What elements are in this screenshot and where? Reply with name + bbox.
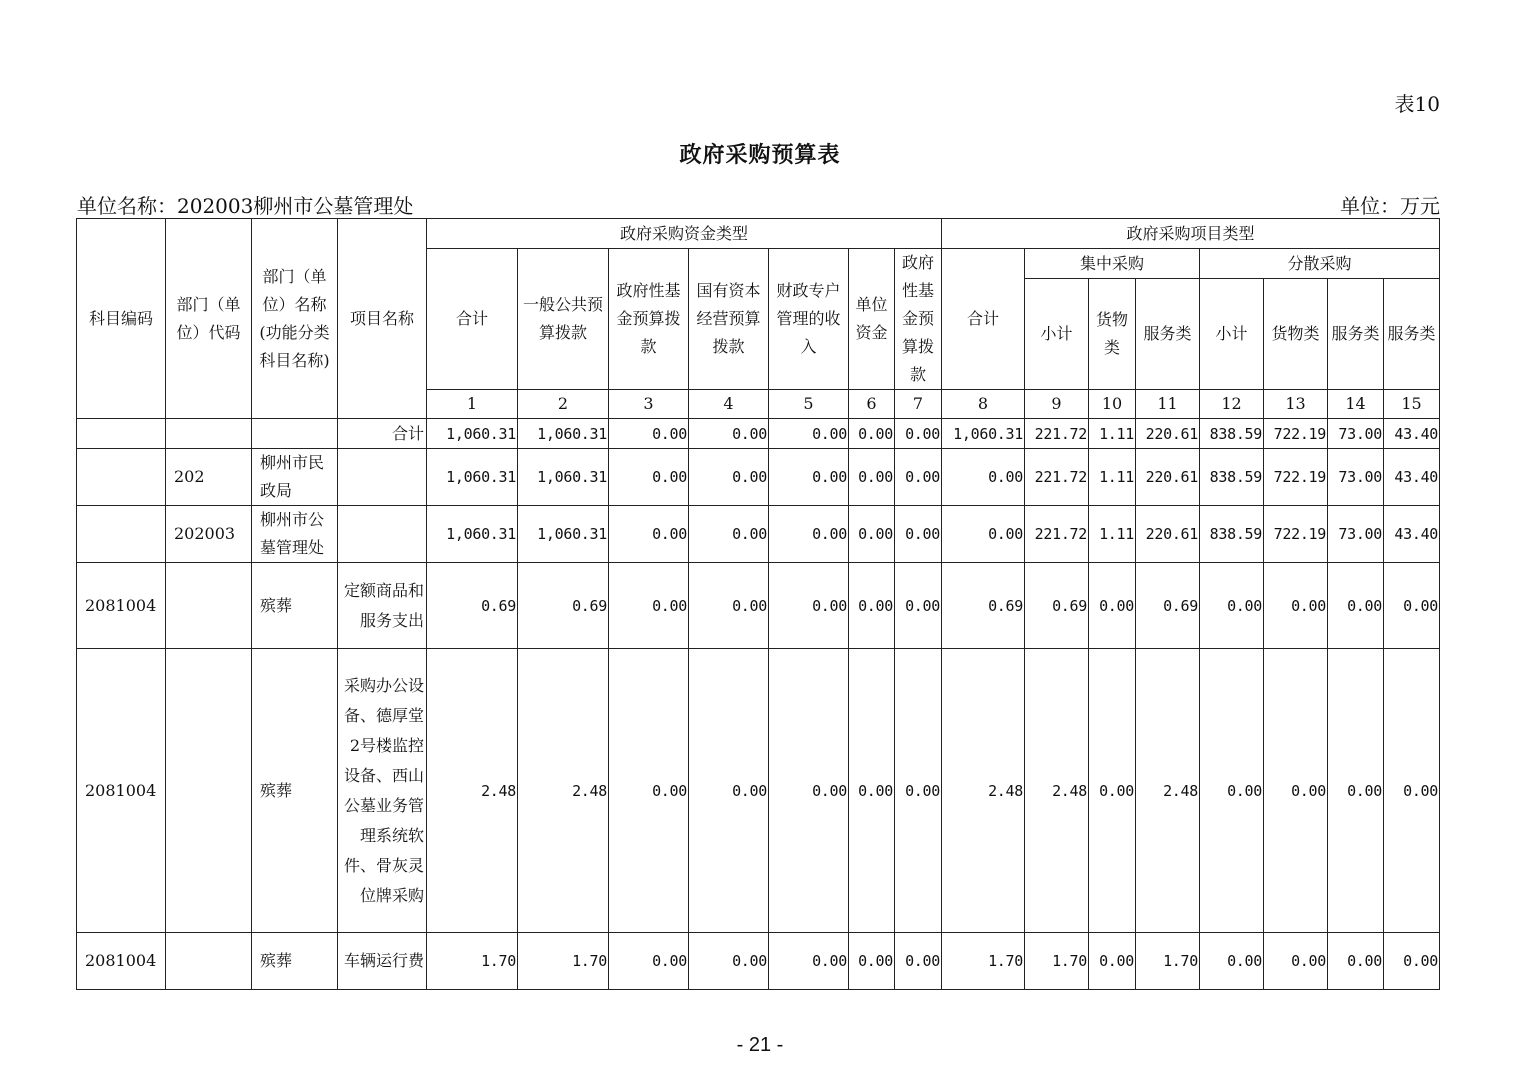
header-dept-name: 部门（单位）名称(功能分类科目名称): [252, 219, 338, 419]
column-number: 12: [1200, 390, 1264, 419]
value-cell: 2.48: [518, 649, 609, 933]
page-title: 政府采购预算表: [679, 142, 841, 168]
value-cell: 73.00: [1328, 506, 1384, 563]
value-cell: 722.19: [1264, 449, 1328, 506]
dept-name-cell: 殡葬: [252, 933, 338, 990]
dept-name-cell: 殡葬: [252, 649, 338, 933]
subject-code-cell: [77, 449, 166, 506]
subject-code-cell: 2081004: [77, 649, 166, 933]
value-cell: 0.00: [849, 933, 895, 990]
value-cell: 0.00: [689, 649, 769, 933]
header-c7: 政府性基金预算拨款: [895, 249, 942, 390]
dept-name-cell: 殡葬: [252, 563, 338, 649]
value-cell: 43.40: [1384, 506, 1440, 563]
value-cell: 0.00: [769, 649, 849, 933]
value-cell: 220.61: [1136, 506, 1200, 563]
dept-code-cell: 202003: [166, 506, 252, 563]
procurement-budget-table: [76, 218, 1440, 990]
value-cell: 0.00: [895, 933, 942, 990]
subject-code-cell: 2081004: [77, 933, 166, 990]
header-c8: 合计: [942, 249, 1025, 390]
header-c14: 服务类: [1328, 279, 1384, 390]
value-cell: 722.19: [1264, 506, 1328, 563]
dept-name-cell: 柳州市民政局: [252, 449, 338, 506]
header-c6: 单位资金: [849, 249, 895, 390]
value-cell: 0.69: [518, 563, 609, 649]
column-number: 7: [895, 390, 942, 419]
value-cell: 1,060.31: [518, 449, 609, 506]
header-c11: 服务类: [1136, 279, 1200, 390]
value-cell: 0.00: [1384, 649, 1440, 933]
table-row: [77, 563, 1440, 649]
value-cell: 0.00: [769, 419, 849, 449]
column-number: 6: [849, 390, 895, 419]
dept-code-cell: [166, 419, 252, 449]
value-cell: 838.59: [1200, 506, 1264, 563]
value-cell: 73.00: [1328, 449, 1384, 506]
column-number: 8: [942, 390, 1025, 419]
value-cell: 722.19: [1264, 419, 1328, 449]
column-number: 14: [1328, 390, 1384, 419]
header-c12: 小计: [1200, 279, 1264, 390]
dept-code-cell: 202: [166, 449, 252, 506]
value-cell: 1,060.31: [518, 506, 609, 563]
value-cell: 1.70: [942, 933, 1025, 990]
value-cell: 0.00: [689, 506, 769, 563]
page-number: - 21 -: [736, 1034, 784, 1056]
value-cell: 2.48: [1136, 649, 1200, 933]
table-row: [77, 419, 1440, 449]
value-cell: 221.72: [1025, 419, 1089, 449]
value-cell: 0.00: [689, 419, 769, 449]
value-cell: 0.69: [942, 563, 1025, 649]
value-cell: 0.00: [609, 449, 689, 506]
table-row: [77, 506, 1440, 563]
value-cell: 1.70: [518, 933, 609, 990]
header-c10: 货物类: [1089, 279, 1136, 390]
value-cell: 0.00: [609, 419, 689, 449]
column-number: 9: [1025, 390, 1089, 419]
value-cell: 0.00: [769, 563, 849, 649]
value-cell: 0.00: [895, 449, 942, 506]
value-cell: 0.00: [1089, 563, 1136, 649]
value-cell: 0.00: [689, 449, 769, 506]
column-number: 5: [769, 390, 849, 419]
value-cell: 221.72: [1025, 449, 1089, 506]
value-cell: 220.61: [1136, 449, 1200, 506]
value-cell: 0.00: [769, 933, 849, 990]
value-cell: 0.69: [427, 563, 518, 649]
header-code: 科目编码: [77, 219, 166, 419]
value-cell: 0.00: [1264, 649, 1328, 933]
header-c9: 小计: [1025, 279, 1089, 390]
column-number: 1: [427, 390, 518, 419]
value-cell: 0.00: [849, 506, 895, 563]
value-cell: 1.70: [1025, 933, 1089, 990]
value-cell: 0.00: [609, 563, 689, 649]
value-cell: 0.00: [1200, 933, 1264, 990]
table-row: [77, 649, 1440, 933]
value-cell: 1,060.31: [518, 419, 609, 449]
value-cell: 0.00: [1089, 649, 1136, 933]
project-name-cell: [338, 449, 427, 506]
value-cell: 1.70: [1136, 933, 1200, 990]
header-c5: 财政专户管理的收入: [769, 249, 849, 390]
value-cell: 838.59: [1200, 449, 1264, 506]
column-number: 3: [609, 390, 689, 419]
value-cell: 221.72: [1025, 506, 1089, 563]
header-fund-type: 政府采购资金类型: [427, 219, 942, 249]
value-cell: 0.00: [1328, 933, 1384, 990]
value-cell: 0.00: [609, 649, 689, 933]
value-cell: 0.00: [895, 419, 942, 449]
value-cell: 0.00: [849, 649, 895, 933]
project-name-cell: 合计: [338, 419, 427, 449]
table-row: [77, 933, 1440, 990]
value-cell: 1,060.31: [427, 506, 518, 563]
value-cell: 0.00: [689, 933, 769, 990]
value-cell: 0.00: [1200, 649, 1264, 933]
header-dept-code: 部门（单位）代码: [166, 219, 252, 419]
value-cell: 0.69: [1025, 563, 1089, 649]
value-cell: 43.40: [1384, 419, 1440, 449]
value-cell: 0.00: [849, 419, 895, 449]
currency-unit: 单位：万元: [1340, 194, 1440, 218]
value-cell: 0.00: [609, 933, 689, 990]
project-name-cell: [338, 506, 427, 563]
project-name-cell: 采购办公设备、德厚堂2号楼监控设备、西山公墓业务管理系统软件、骨灰灵位牌采购: [338, 649, 427, 933]
value-cell: 0.00: [1328, 649, 1384, 933]
column-number: 15: [1384, 390, 1440, 419]
header-c1: 合计: [427, 249, 518, 390]
dept-name-cell: [252, 419, 338, 449]
value-cell: 1,060.31: [942, 419, 1025, 449]
value-cell: 0.00: [1200, 563, 1264, 649]
value-cell: 0.00: [769, 449, 849, 506]
header-central: 集中采购: [1025, 249, 1200, 279]
unit-name: 单位名称：202003柳州市公墓管理处: [77, 194, 414, 218]
value-cell: 1.11: [1089, 419, 1136, 449]
value-cell: 0.00: [1264, 563, 1328, 649]
header-c15: 服务类: [1384, 279, 1440, 390]
value-cell: 1,060.31: [427, 449, 518, 506]
value-cell: 0.00: [849, 449, 895, 506]
project-name-cell: 车辆运行费: [338, 933, 427, 990]
column-number: 11: [1136, 390, 1200, 419]
header-project: 项目名称: [338, 219, 427, 419]
value-cell: 0.00: [895, 506, 942, 563]
value-cell: 0.00: [689, 563, 769, 649]
value-cell: 0.00: [849, 563, 895, 649]
column-number: 2: [518, 390, 609, 419]
value-cell: 0.00: [1384, 563, 1440, 649]
value-cell: 73.00: [1328, 419, 1384, 449]
dept-code-cell: [166, 933, 252, 990]
dept-name-cell: 柳州市公墓管理处: [252, 506, 338, 563]
value-cell: 0.00: [942, 506, 1025, 563]
header-c2: 一般公共预算拨款: [518, 249, 609, 390]
value-cell: 1,060.31: [427, 419, 518, 449]
header-c4: 国有资本经营预算拨款: [689, 249, 769, 390]
value-cell: 43.40: [1384, 449, 1440, 506]
value-cell: 0.00: [1089, 933, 1136, 990]
dept-code-cell: [166, 563, 252, 649]
table-row: [77, 449, 1440, 506]
subject-code-cell: [77, 506, 166, 563]
value-cell: 0.00: [609, 506, 689, 563]
column-number: 13: [1264, 390, 1328, 419]
value-cell: 1.11: [1089, 449, 1136, 506]
value-cell: 2.48: [942, 649, 1025, 933]
header-c3: 政府性基金预算拨款: [609, 249, 689, 390]
value-cell: 838.59: [1200, 419, 1264, 449]
dept-code-cell: [166, 649, 252, 933]
value-cell: 0.00: [1264, 933, 1328, 990]
column-number: 10: [1089, 390, 1136, 419]
header-dispersed: 分散采购: [1200, 249, 1440, 279]
column-number: 4: [689, 390, 769, 419]
value-cell: 1.11: [1089, 506, 1136, 563]
value-cell: 0.00: [1384, 933, 1440, 990]
project-name-cell: 定额商品和服务支出: [338, 563, 427, 649]
header-project-type: 政府采购项目类型: [942, 219, 1440, 249]
subject-code-cell: 2081004: [77, 563, 166, 649]
subject-code-cell: [77, 419, 166, 449]
value-cell: 2.48: [1025, 649, 1089, 933]
value-cell: 0.00: [942, 449, 1025, 506]
value-cell: 2.48: [427, 649, 518, 933]
value-cell: 0.00: [769, 506, 849, 563]
header-c13: 货物类: [1264, 279, 1328, 390]
value-cell: 1.70: [427, 933, 518, 990]
value-cell: 0.69: [1136, 563, 1200, 649]
value-cell: 0.00: [895, 563, 942, 649]
table-number: 表10: [1394, 92, 1440, 116]
value-cell: 0.00: [895, 649, 942, 933]
value-cell: 0.00: [1328, 563, 1384, 649]
value-cell: 220.61: [1136, 419, 1200, 449]
